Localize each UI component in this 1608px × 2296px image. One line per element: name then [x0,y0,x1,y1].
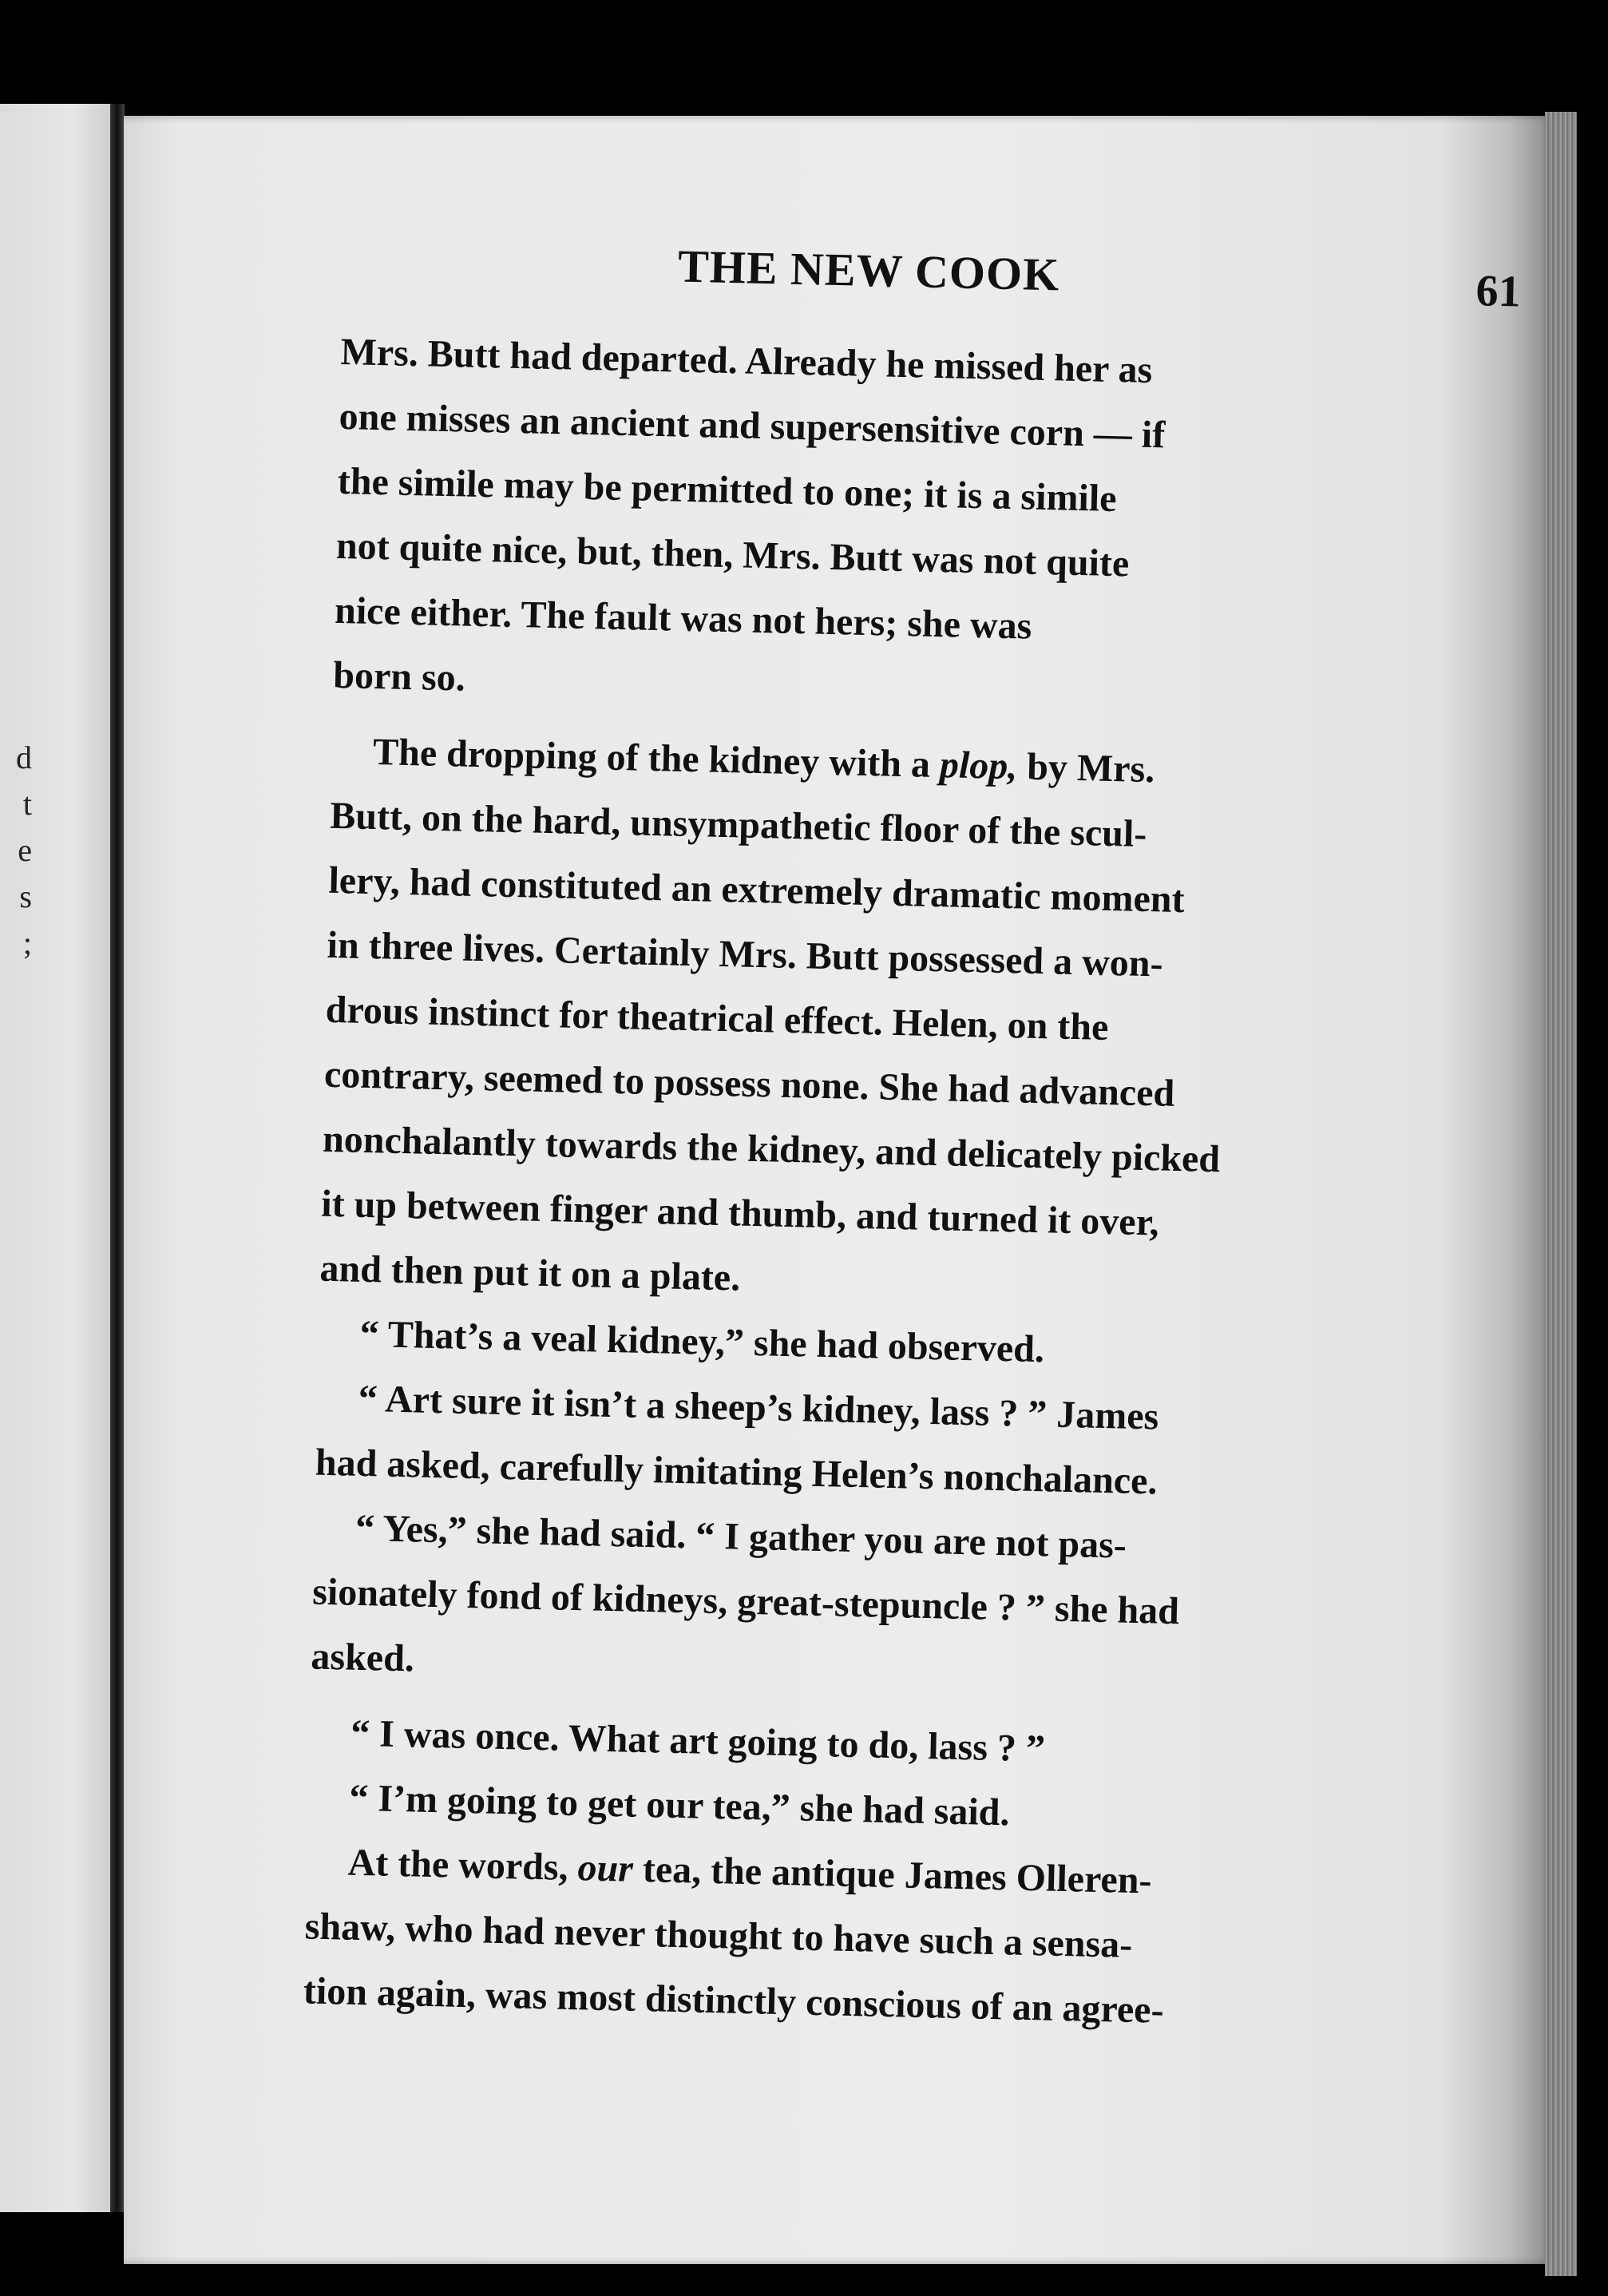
left-fragment: ; [22,925,32,961]
text-line: drous instinct for theatrical effect. Helen, on the [325,988,1109,1049]
text-line: Mrs. Butt had departed. Already he missed her as [339,330,1153,392]
text-line: “ Yes,” she had said. “ I gather you are not pas- [354,1506,1127,1567]
text-line: contrary, seemed to possess none. She had advanced [323,1053,1175,1115]
running-title: THE NEW COOK [677,240,1060,301]
text-line: in three lives. Certainly Mrs. Butt possessed a won- [327,923,1164,985]
book-gutter [110,104,125,2212]
text-line: Butt, on the hard, unsympathetic floor of the scul- [329,794,1147,856]
paragraph-2 [319,719,1514,1327]
left-fragment: e [18,832,32,868]
left-fragment: t [22,786,32,822]
text-line: it up between finger and thumb, and turned it over, [320,1182,1160,1244]
paragraph-5 [311,1495,1496,1716]
text-line: sionately fond of kidneys, great-stepuncle ? ” she had [311,1570,1180,1633]
italic-run: plop, [939,744,1018,788]
text-line: nice either. The fault was not hers; she was [334,589,1032,648]
page-text [303,232,1525,2050]
text-run: The dropping of the kidney with a [372,731,941,787]
text-line: “ Art sure it isn’t a sheep’s kidney, lass ? ” James [358,1377,1159,1438]
text-line: the simile may be permitted to one; it is a simile [337,459,1118,521]
text-line: born so. [332,653,466,700]
text-line: not quite nice, but, then, Mrs. Butt was not quite [335,524,1130,585]
left-fragment: s [19,878,32,914]
text-line: “ I was once. What art going to do, lass ? ” [350,1711,1046,1771]
text-run: by Mrs. [1016,745,1155,791]
text-line: had asked, carefully imitating Helen’s nonchalance. [315,1441,1158,1503]
text-line: lery, had constituted an extremely dramatic moment [327,859,1186,922]
italic-run: our [576,1846,634,1890]
left-fragment: d [16,740,32,775]
paragraph-8 [303,1829,1488,2050]
text-line: shaw, who had never thought to have such a sensa- [304,1905,1133,1966]
left-page-edge [0,104,120,2212]
text-line: asked. [310,1635,415,1680]
text-line: one misses an ancient and supersensitive corn — if [339,395,1166,457]
page-number: 61 [1475,266,1522,317]
text-line: tion again, was most distinctly conscious of an agree- [303,1969,1165,2032]
text-line: nonchalantly towards the kidney, and delicately picked [322,1117,1221,1181]
text-run: tea, the antique James Olleren- [632,1847,1153,1902]
paragraph-1 [332,319,1523,734]
text-run: At the words, [347,1841,579,1890]
left-page-fragments [0,735,32,966]
text-line: “ That’s a veal kidney,” she had observed. [359,1312,1045,1371]
text-line: “ I’m going to get our tea,” she had said. [348,1776,1011,1834]
page-edges [1545,112,1577,2276]
text-line: and then put it on a plate. [319,1247,741,1299]
